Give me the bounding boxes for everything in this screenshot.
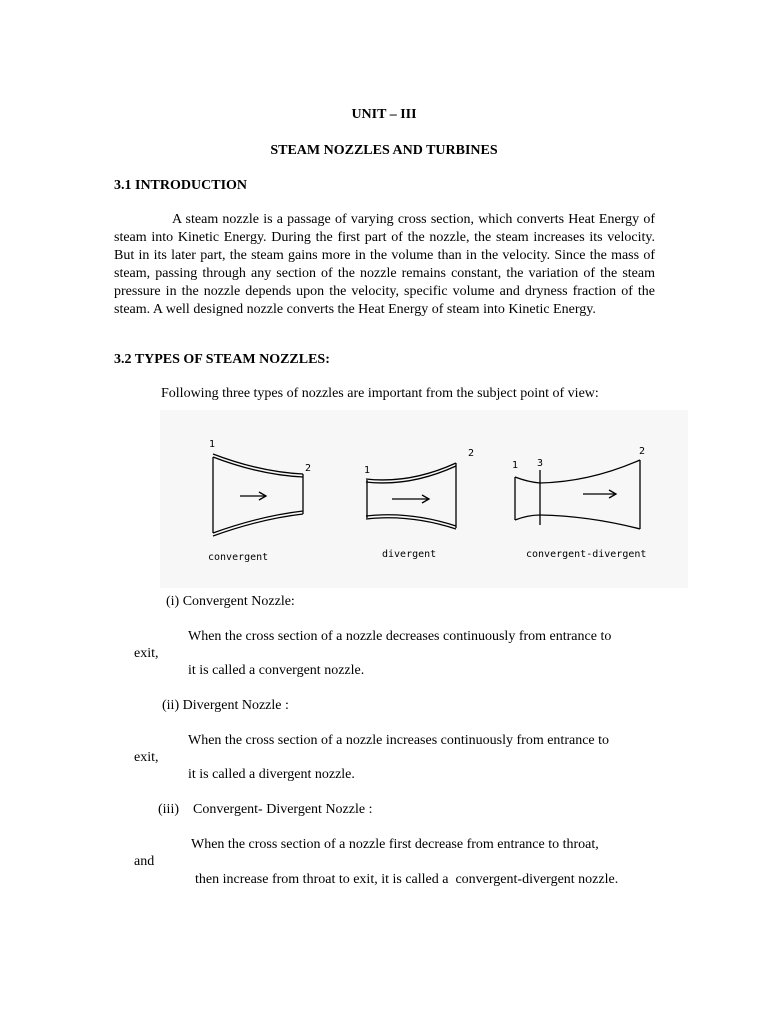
item-text-line: it is called a divergent nozzle. <box>188 767 355 782</box>
nozzle-types-figure <box>160 410 688 588</box>
item-text-line: When the cross section of a nozzle increases continuously from entrance to <box>188 733 610 748</box>
divergent-caption: divergent <box>382 549 437 560</box>
item-text-wrap: exit, <box>134 646 159 661</box>
item-text-line: then increase from throat to exit, it is called a convergent-divergent nozzle. <box>195 872 619 887</box>
item-text-line: When the cross section of a nozzle decreases continuously from entrance to <box>188 629 612 644</box>
chapter-title: STEAM NOZZLES AND TURBINES <box>270 143 498 158</box>
item-text-wrap: exit, <box>134 750 159 765</box>
cd-inlet-label: 1 <box>512 460 519 471</box>
cd-throat-label: 3 <box>537 458 544 469</box>
divergent-nozzle-drawing <box>366 463 456 529</box>
item-text-line: it is called a convergent nozzle. <box>188 663 365 678</box>
convergent-divergent-caption: convergent-divergent <box>526 549 647 560</box>
types-intro-text: Following three types of nozzles are important from the subject point of view: <box>161 386 599 401</box>
item-heading-divergent: (ii) Divergent Nozzle : <box>162 698 289 713</box>
divergent-outlet-label: 2 <box>468 448 475 459</box>
divergent-inlet-label: 1 <box>364 465 371 476</box>
section-heading-types: 3.2 TYPES OF STEAM NOZZLES: <box>114 352 330 367</box>
section-heading-introduction: 3.1 INTRODUCTION <box>114 178 248 193</box>
introduction-paragraph: A steam nozzle is a passage of varying cross section, which converts Heat Energy of steam into Kinetic Energy. During the first part of the nozzle, the steam increases its velocity. But in its later part, the steam gains more in the volume than in the velocity. Since the mass of steam, passing through any section of the nozzle remains constant, the variation of the steam pressure in the nozzle depends upon the velocity, specific volume and dryness fraction of the steam. A well designed nozzle converts the Heat Energy of steam into Kinetic Energy. <box>114 212 655 317</box>
item-text-wrap: and <box>134 854 155 869</box>
item-heading-convergent-divergent: (iii) Convergent- Divergent Nozzle : <box>158 802 373 817</box>
convergent-caption: convergent <box>208 552 269 563</box>
convergent-nozzle-drawing <box>213 454 303 536</box>
convergent-divergent-nozzle-drawing <box>515 460 640 529</box>
convergent-inlet-label: 1 <box>209 439 216 450</box>
cd-outlet-label: 2 <box>639 446 646 457</box>
item-text-line: When the cross section of a nozzle first decrease from entrance to throat, <box>191 837 599 852</box>
item-heading-convergent: (i) Convergent Nozzle: <box>166 594 295 609</box>
nozzle-diagram <box>160 410 688 588</box>
unit-title: UNIT – III <box>351 107 417 122</box>
convergent-outlet-label: 2 <box>305 463 312 474</box>
